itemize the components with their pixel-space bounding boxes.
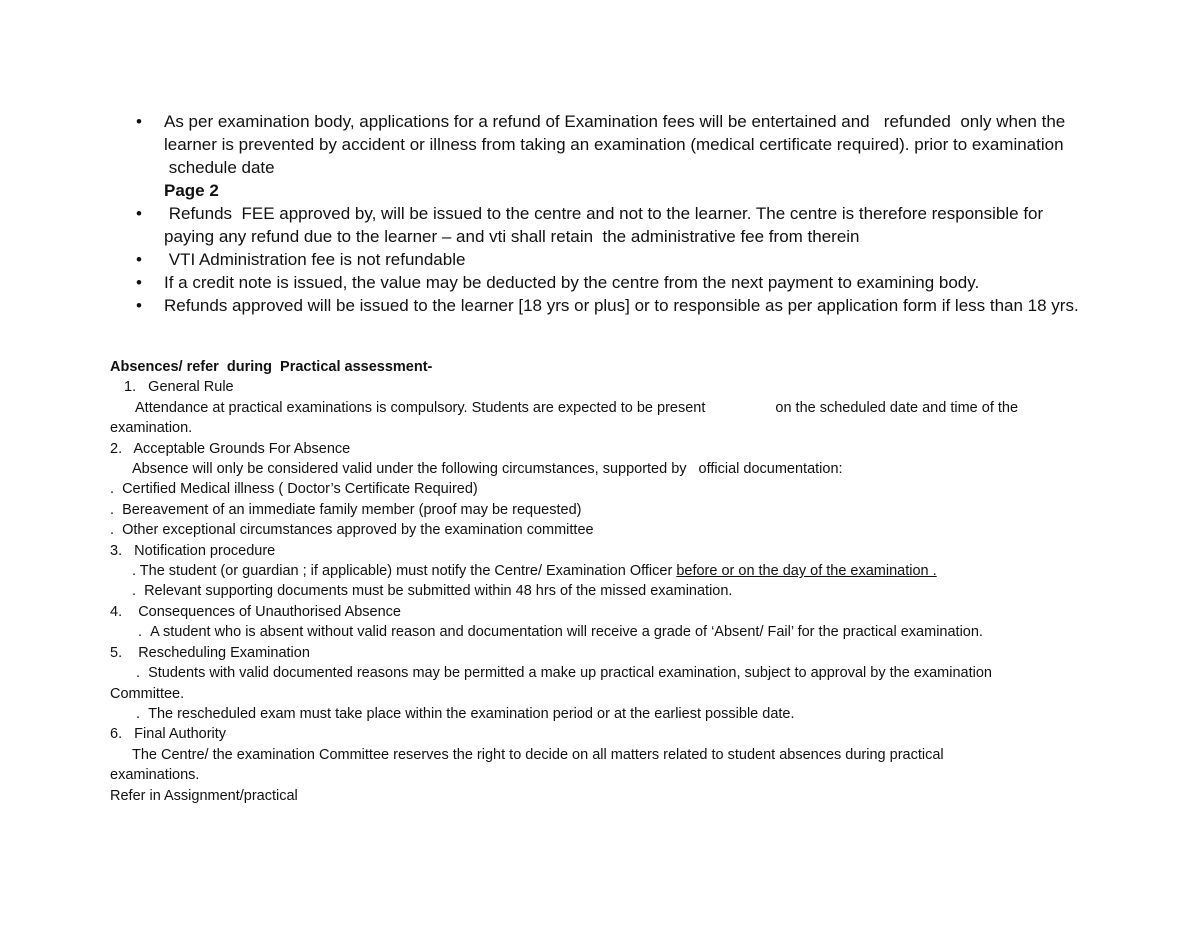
paragraph-text: official documentation:	[698, 461, 843, 478]
section-heading: Absences/ refer during Practical assessment-	[110, 359, 433, 375]
bullet-icon: •	[136, 250, 142, 269]
subsection-title: 5. Rescheduling Examination	[110, 644, 310, 661]
paragraph-text: Absence will only be considered valid under the following circumstances, supported by	[132, 461, 687, 478]
paragraph-line: The Centre/ the examination Committee reserves the right to decide on all matters related to student absences during practical	[132, 746, 944, 763]
subsection-title: 2. Acceptable Grounds For Absence	[110, 440, 351, 457]
bullet-icon: •	[136, 112, 142, 131]
paragraph-line: . Relevant supporting documents must be submitted within 48 hrs of the missed examination.	[132, 583, 733, 600]
paragraph-text: Attendance at practical examinations is compulsory. Students are expected to be present	[135, 399, 706, 416]
paragraph-line	[110, 398, 1085, 418]
bullet-text: VTI Administration fee is not refundable	[164, 250, 466, 269]
paragraph-line: . The rescheduled exam must take place within the examination period or at the earliest possible date.	[136, 705, 795, 722]
subsection-title: 1. General Rule	[124, 379, 234, 396]
paragraph-text: . The student (or guardian ; if applicable) must notify the Centre/ Examination Officer	[132, 563, 673, 580]
paragraph-line: . A student who is absent without valid reason and documentation will receive a grade of ‘Absent/ Fail’ for the practical examination.	[138, 624, 983, 641]
underlined-text: before or on the day of the examination .	[676, 563, 937, 580]
list-item	[136, 294, 1096, 317]
list-item: . Other exceptional circumstances approved by the examination committee	[110, 522, 594, 539]
paragraph-text: on the scheduled date and time of the	[775, 399, 1019, 416]
list-item	[136, 271, 1096, 294]
page-number-label: Page 2	[164, 181, 219, 200]
refund-bullet-list	[136, 110, 1096, 317]
list-item	[136, 248, 1096, 271]
paragraph-line: examinations.	[110, 767, 200, 784]
subsection-title: 3. Notification procedure	[110, 542, 276, 559]
absences-section	[110, 357, 1085, 806]
bullet-text: As per examination body, applications for a refund of Examination fees will be entertained and refunded only when the learner is prevented by accident or illness from taking an examination (medical certificate required). prior to examination schedule date	[164, 112, 1066, 177]
bullet-text: If a credit note is issued, the value may be deducted by the centre from the next payment to examining body.	[164, 273, 980, 292]
paragraph-line: examination.	[110, 420, 193, 437]
paragraph-line	[110, 459, 1085, 479]
bullet-text: Refunds approved will be issued to the learner [18 yrs or plus] or to responsible as per application form if less than 18 yrs.	[164, 296, 1079, 315]
list-item: . Bereavement of an immediate family member (proof may be requested)	[110, 501, 582, 518]
bullet-text: Refunds FEE approved by, will be issued to the centre and not to the learner. The centre is therefore responsible for paying any refund due to the learner – and vti shall retain the administrative fee from therein	[164, 204, 1044, 246]
subsection-title: 6. Final Authority	[110, 726, 227, 743]
paragraph-line: Committee.	[110, 685, 185, 702]
footer-line: Refer in Assignment/practical	[110, 787, 298, 804]
subsection-title: 4. Consequences of Unauthorised Absence	[110, 603, 401, 620]
list-item	[136, 110, 1096, 202]
bullet-icon: •	[136, 204, 142, 223]
list-item: . Certified Medical illness ( Doctor’s Certificate Required)	[110, 481, 478, 498]
paragraph-line	[110, 561, 1085, 581]
bullet-icon: •	[136, 296, 142, 315]
paragraph-line: . Students with valid documented reasons may be permitted a make up practical examination, subject to approval by the examination	[136, 665, 992, 682]
bullet-icon: •	[136, 273, 142, 292]
list-item	[136, 202, 1096, 248]
